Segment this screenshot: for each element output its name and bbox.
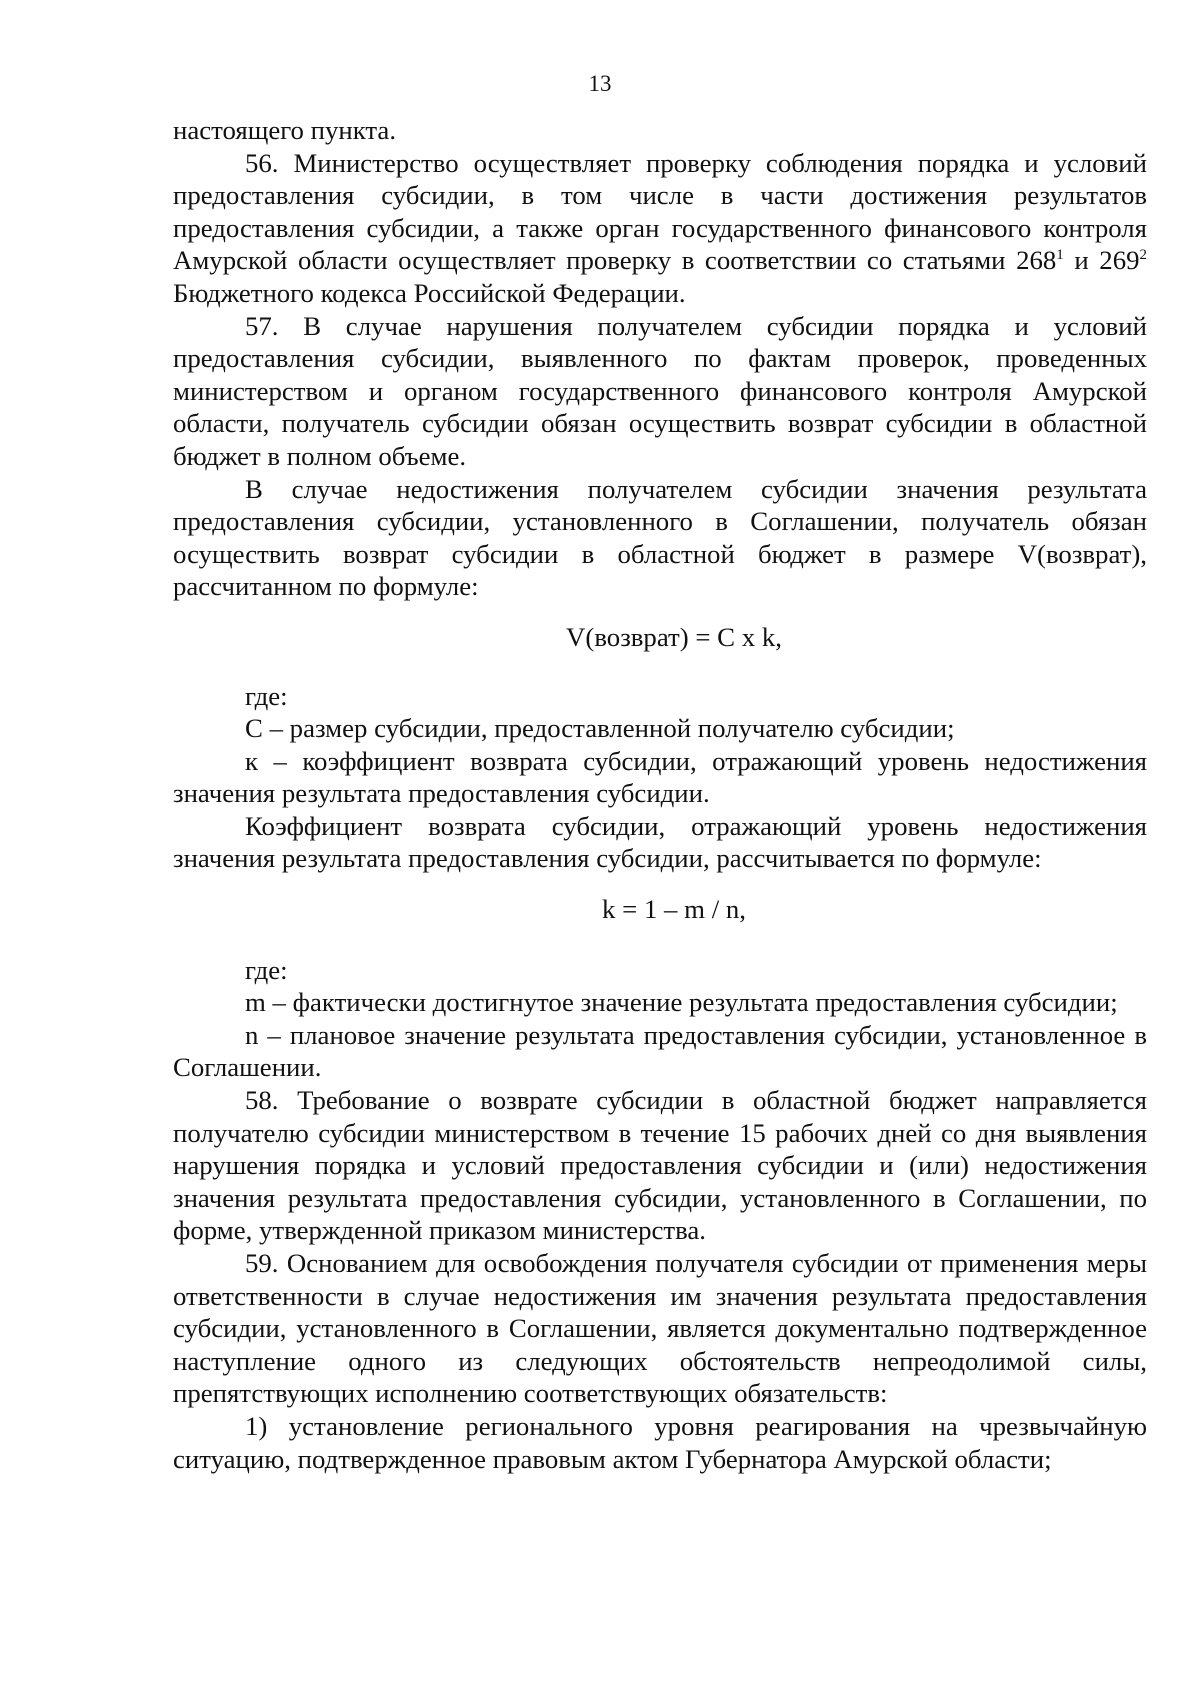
definition-k: к – коэффициент возврата субсидии, отражающий уровень недостижения значения результата предоставления субсидии.: [173, 745, 1147, 809]
formula-return-amount: V(возврат) = C x k,: [566, 621, 782, 652]
definition-n: n – плановое значение результата предоставления субсидии, установленное в Соглашении.: [173, 1019, 1147, 1083]
paragraph-57-return-rule: В случае недостижения получателем субсидии значения результата предоставления субсидии, установленного в Соглашении, получатель обязан осуществить возврат субсидии в областной бюджет в размере V(возврат), рассчитанном по формуле:: [173, 473, 1147, 602]
paragraph-58: 58. Требование о возврате субсидии в областной бюджет направляется получателю субсидии министерством в течение 15 рабочих дней со дня выявления нарушения порядка и условий предоставления субсидии и (или) недостижения значения результата предоставления субсидии, установленного в Соглашении, по форме, утвержденной приказом министерства.: [173, 1085, 1147, 1246]
formula-coefficient: k = 1 – m / n,: [602, 894, 746, 925]
paragraph-59: 59. Основанием для освобождения получателя субсидии от применения меры ответственности в случае недостижения им значения результата предоставления субсидии, установленного в Соглашении, является документально подтвержденное наступление одного из следующих обстоятельств непреодолимой силы, препятствующих исполнению соответствующих обязательств:: [173, 1248, 1147, 1409]
coefficient-description: Коэффициент возврата субсидии, отражающий уровень недостижения значения результата предоставления субсидии, рассчитывается по формуле:: [173, 810, 1147, 874]
page-number: 13: [588, 71, 612, 96]
paragraph-56-ending: Бюджетного кодекса Российской Федерации.: [173, 277, 686, 308]
paragraph-continuation: настоящего пункта.: [173, 115, 397, 145]
article-superscript-2: 2: [1139, 247, 1147, 264]
paragraph-56-text: 56. Министерство осуществляет проверку соблюдения порядка и условий предоставления субсидии, в том числе в части достижения результатов предоставления субсидии, а также орган государственного финансового контроля Амурской области осуществляет проверку в соответствии со статьями 268: [173, 147, 1147, 276]
definition-m: m – фактически достигнутое значение результата предоставления субсидии;: [245, 987, 1118, 1018]
where-label-2: где:: [245, 954, 288, 985]
article-superscript-1: 1: [1056, 247, 1064, 264]
where-label-1: где:: [245, 680, 288, 711]
list-item-1: 1) установление регионального уровня реагирования на чрезвычайную ситуацию, подтвержденное правовым актом Губернатора Амурской области;: [173, 1410, 1147, 1474]
document-body: [173, 114, 1147, 1475]
paragraph-56: [173, 147, 1147, 310]
paragraph-57: 57. В случае нарушения получателем субсидии порядка и условий предоставления субсидии, выявленного по фактам проверок, проведенных министерством и органом государственного финансового контроля Амурской области, получатель субсидии обязан осуществить возврат субсидии в областной бюджет в полном объеме.: [173, 310, 1147, 471]
paragraph-56-connector: и 269: [1063, 245, 1140, 276]
definition-c: C – размер субсидии, предоставленной получателю субсидии;: [245, 713, 955, 744]
